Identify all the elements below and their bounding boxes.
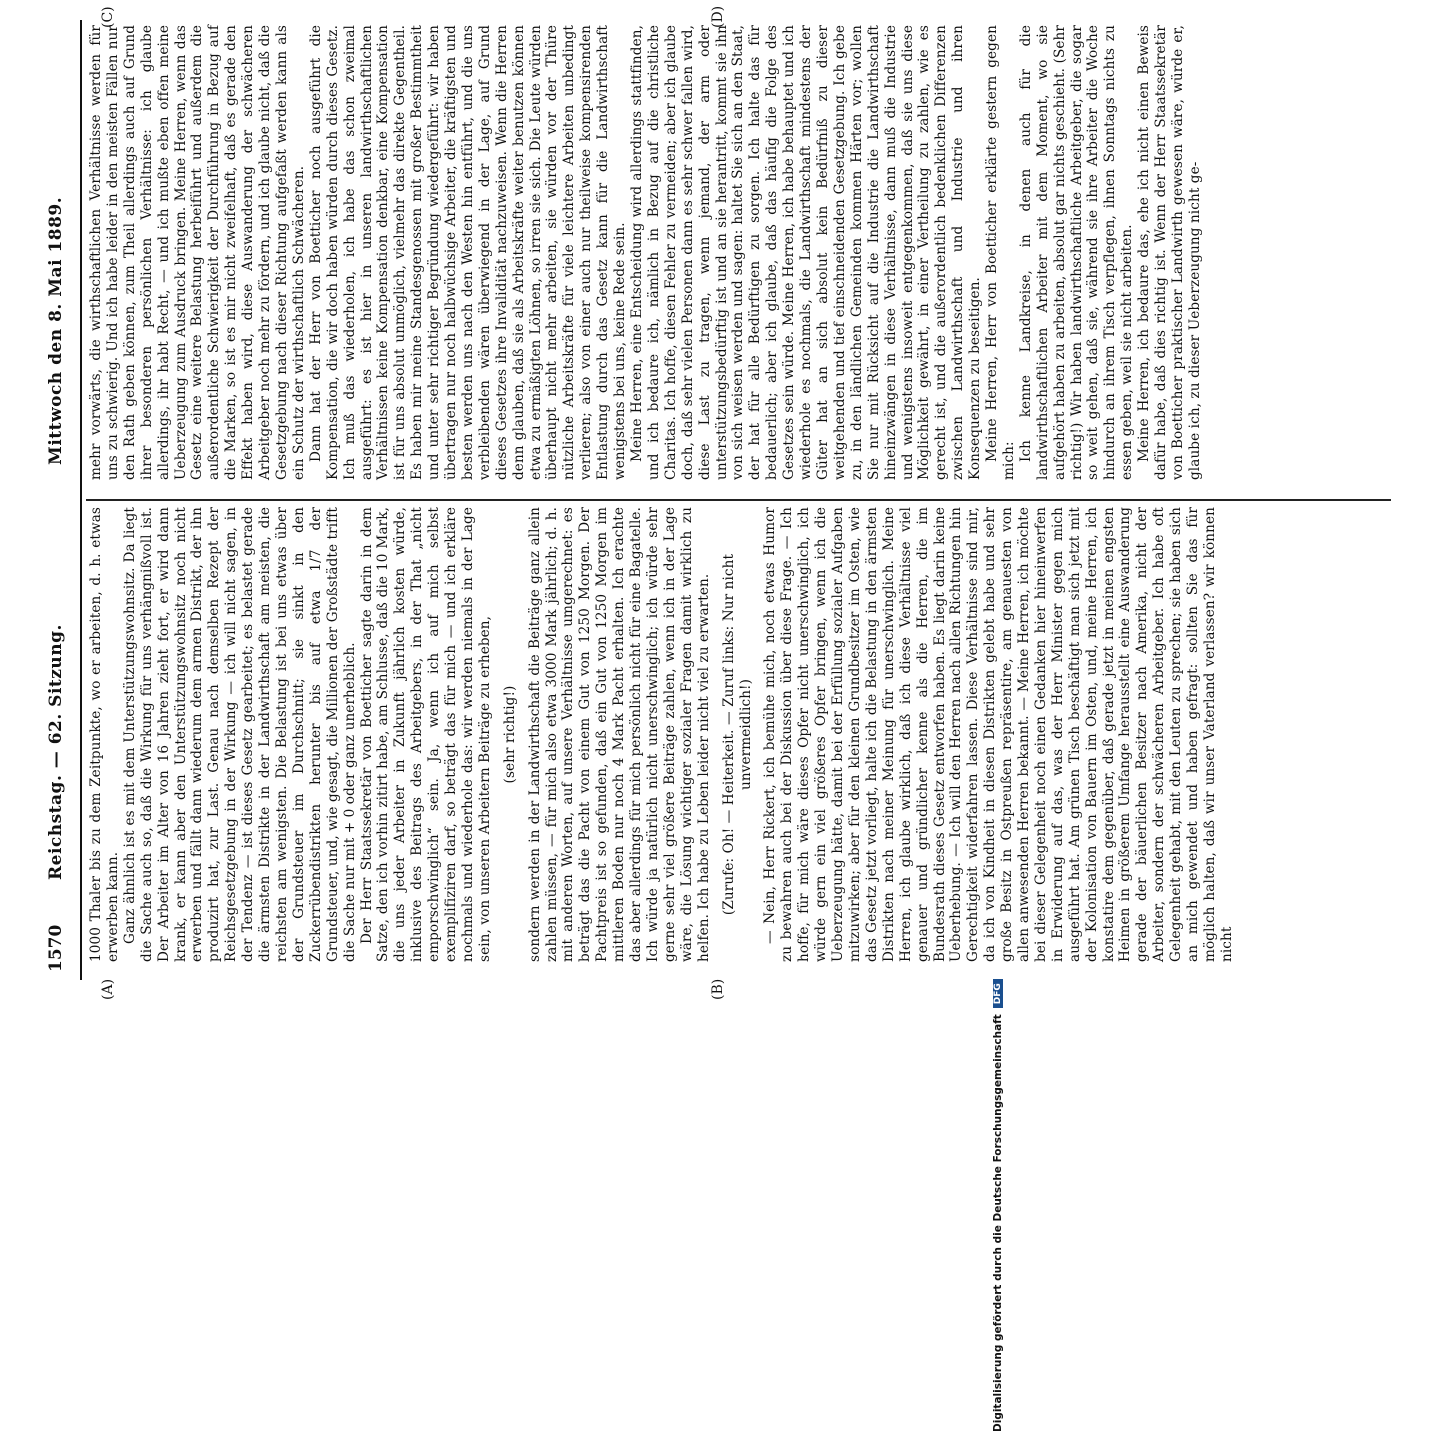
margin-marker-a: (A) [100,978,116,1000]
paragraph: 1000 Thaler bis zu dem Zeitpunkte, wo er arbeiten, d. h. etwas erwerben kann. [88,507,121,962]
paragraph: Meine Herren, Herr von Boetticher erklärte gestern gegen mich: [984,25,1017,480]
left-column [88,507,1236,962]
paragraph: mehr vorwärts, die wirthschaftlichen Verhältnisse werden für uns zu schwierig. Und ich habe leider in den meisten Fällen nur den Rath geben können, zum Theil allerdings auch auf Grund ihrer besonderen persönlichen Verhältnisse: ich glaube allerdings, ihr habt Recht, — und ich mußte eben offen meine Ueberzeugung zum Ausdruck bringen. Meine Herren, wenn das Gesetz eine weitere Belastung herbeiführt und außerdem die außerordentliche Schwierigkeit der Durchführung in Bezug auf die Marken, so ist es mir nicht zweifelhaft, daß es gerade den Effekt haben wird, diese Auswanderung der schwächeren Arbeitgeber noch mehr zu fördern, und ich glaube nicht, daß die Gesetzgebung nach dieser Richtung aufgefaßt werden kann als ein Schutz der wirthschaftlich Schwächeren. [88,25,307,480]
interjection: (sehr richtig!) [501,685,518,784]
paragraph: Der Herr Staatssekretär von Boetticher sagte darin in dem Satze, den ich vorhin zitirt habe, am Schlusse, daß die 10 Mark, die uns jeder Arbeiter in Zukunft jährlich kosten würde, inklusive des Beitrags des Arbeitgebers, in der That „nicht emporschwinglich“ sein. Ja, wenn ich auf mich selbst exemplifiziren darf, so beträgt das für mich — und ich erkläre nochmals und wiederhole das: wir werden niemals in der Lage sein, von unseren Arbeitern Beiträge zu erheben, [358,507,493,962]
right-column [88,25,1204,480]
interjection: (Zurufe: Oh! — Heiterkeit. — Zuruf links: Nur nicht unvermeidlich!) [720,553,754,916]
header-rule [80,20,82,980]
paragraph: Meine Herren, eine Entscheidung wird allerdings stattfinden, und ich bedaure ich, nämlich in Bezug auf die christliche Charitas. Ich hoffe, diesen Fehler zu vermeiden; aber ich glaube doch, daß sehr vielen Personen dann es sehr schwer fallen wird, diese Last zu tragen, wenn jemand, der arm oder unterstützungsbedürftig ist und an sie herantritt, kommt sie ihn von sich weisen werden und sagen: haltet Sie sich an den Staat, der hat für alle Bedürftigen zu sorgen. Ich halte das für bedauerlich; aber ich glaube, daß das häufig die Folge des Gesetzes sein würde. Meine Herren, ich habe behauptet und ich wiederhole es nochmals, die Landwirthschaft mindestens der Güter hat an sich absolut kein Bedürfniß zu dieser weitgehenden und tief einschneidenden Gesetzgebung. Ich gebe zu, in den ländlichen Gemeinden kommen Härten vor; wollen Sie nur mit Rücksicht auf die Industrie die Landwirthschaft hineinzwängen in diese Verhältnisse, dann muß die Industrie und wenigstens insoweit entgegenkommen, daß sie uns diese Möglichkeit gewährt, in einer Vertheilung zu zahlen, wie es gerecht ist, und die außerordentlich bedenklichen Differenzen zwischen Landwirthschaft und Industrie und ihren Konsequenzen zu beseitigen. [629,25,984,480]
paragraph: — Nein, Herr Rickert, ich bemühe mich, noch etwas Humor zu bewahren auch bei der Diskussion über diese Frage. — Ich hoffe, für mich wäre dieses Opfer nicht unerschwinglich, ich würde gern ein viel größeres Opfer bringen, wenn ich die Ueberzeugung hätte, damit bei der Erfüllung sozialer Aufgaben mitzuwirken; aber für den kleinen Grundbesitzer im Osten, wie das Gesetz jetzt vorliegt, halte ich die Belastung in den ärmsten Distrikten nach meiner Meinung für unerschwinglich. Meine Herren, ich glaube wirklich, daß ich diese Verhältnisse viel genauer und gründlicher kenne als die Herren, die im Bundesrath dieses Gesetz entworfen haben. Es liegt darin keine Ueberhebung. — Ich will den Herren nach allen Richtungen hin Gerechtigkeit widerfahren lassen. Diese Verhältnisse sind mir, da ich von Kindheit in diesen Distrikten gelebt habe und sehr große Besitz in Ostpreußen repräsentire, am genauesten von allen anwesenden Herren bekannt. — Meine Herren, ich möchte bei dieser Gelegenheit noch einen Gedanken hier hineinwerfen in Erwiderung auf das, was der Herr Minister gegen mich ausgeführt hat. Am grünen Tisch beschäftigt man sich jetzt mit der Kolonisation von Bauern im Osten, und, meine Herren, ich konstatire dem gegenüber, daß gerade jetzt in meinen engsten Heimen in größerem Umfange herausstellt eine Auswanderung gerade der bäuerlichen Besitzer nach Amerika, nicht der Arbeiter, sondern der schwächeren Arbeitgeber. Ich habe oft Gelegenheit gehabt, mit den Leuten zu sprechen; sie haben sich an mich gewendet und haben gefragt: sollten Sie das für möglich halten, daß wir unser Vaterland verlassen? wir können nicht [762,507,1235,962]
credit-text: Digitalisierung gefördert durch die Deutsche Forschungsgemeinschaft [992,1014,1004,1432]
page-header [42,20,82,980]
margin-marker-b: (B) [710,978,726,1000]
paragraph: Ganz ähnlich ist es mit dem Unterstützungswohnsitz. Da liegt die Sache auch so, daß die Wirkung für uns verhängnißvoll ist. Der Arbeiter im Alter von 16 Jahren zieht fort, er wird dann krank, er kann aber den Unterstützungswohnsitz noch nicht erwerben und fällt dann wiederum dem armen Distrikt, der ihn produzirt hat, zur Last. Genau nach demselben Rezept der Reichsgesetzgebung in der Wirkung — ich will nicht sagen, in der Tendenz — ist dieses Gesetz gearbeitet; es belastet gerade die ärmsten Distrikte in der Landwirthschaft am meisten, die reichsten am wenigsten. Die Belastung ist bei uns etwas über der Grundsteuer im Durchschnitt; sie sinkt in den Zuckerrübendistrikten herunter bis auf etwa 1/7 der Grundsteuer, und, wie gesagt, die Millionen der Großstädte trifft die Sache nur mit + 0 oder ganz unerheblich. [121,507,358,962]
dfg-logo: DFG [993,979,1003,1008]
digitization-credit [988,0,1008,1432]
margin-marker-c: (C) [100,6,116,28]
margin-marker-d: (D) [710,5,726,28]
paragraph: Meine Herren, ich bedaure das, ehe ich nicht einen Beweis dafür habe, daß dies richtig ist. Wenn der Herr Staatssekretär von Boetticher praktischer Landwirth gewesen wäre, würde er, glaube ich, zu dieser Ueberzeugung nicht ge- [1136,25,1203,480]
column-divider [86,499,1391,501]
page-number: 1570 [46,924,66,972]
paragraph: sondern werden in der Landwirthschaft die Beiträge ganz allein zahlen müssen, — für mich also etwa 3000 Mark jährlich; d. h. mit anderen Worten, auf unsere Verhältnisse umgerechnet: es beträgt das die Pacht von einem Gut von 1250 Morgen. Der Pachtpreis ist so gefunden, daß ein Gut von 1250 Morgen im mittleren Boden nur noch 4 Mark Pacht erhalten. Ich erachte das aber allerdings für mich persönlich nicht für eine Bagatelle. Ich würde ja natürlich nicht unerschwinglich; ich würde sehr gerne sehr viel größere Beiträge zahlen, wenn ich in der Lage wäre, die Lösung wichtiger sozialer Fragen damit wirklich zu helfen. Ich habe zu Leben leider nicht viel zu erwarten. [526,507,712,962]
paragraph: Dann hat der Herr von Boetticher noch ausgeführt die Kompensation, die wir doch haben würden durch dieses Gesetz. Ich muß das wiederholen, ich habe das schon zweimal ausgeführt: es ist hier in unseren landwirthschaftlichen Verhältnissen keine Kompensation denkbar, eine Kompensation ist für uns absolut unmöglich, vielmehr das direkte Gegentheil. Es haben mir meine Standesgenossen mit großer Bestimmtheit und unter sehr richtiger Begründung wiedergeführt: wir haben übertragen nur noch halbwüchsige Arbeiter, die kräftigsten und besten werden uns nach den Westen hin entführt, und die uns verbleibenden wären überwiegend in der Lage, auf Grund dieses Gesetzes ihre Invalidität nachzuweisen. Wenn die Herren denn glauben, daß sie als Arbeitskräfte weiter benutzen können etwa zu ermäßigten Löhnen, so irren sie sich. Die Leute würden überhaupt nicht mehr arbeiten, sie würden vor der Thüre nützliche Arbeitskräfte für viele leichtere Arbeiten unbedingt verlieren; also von einer auch nur theilweise kompensirenden Entlastung durch das Gesetz kann für die Landwirthschaft wenigstens bei uns, keine Rede sein. [307,25,629,480]
left-running-title: Reichstag. — 62. Sitzung. [46,624,66,880]
quoted-paragraph: Ich kenne Landkreise, in denen auch für die landwirthschaftlichen Arbeiter mit dem Moment, wo sie aufgehört haben zu arbeiten, absolut gar nichts geschieht. (Sehr richtig!) Wir haben landwirthschaftliche Arbeitgeber, die sogar so weit gehen, daß sie, während sie ihre Arbeiter die Woche hindurch an ihrem Tisch verpflegen, ihnen Sonntags nichts zu essen geben, weil sie nicht arbeiten. [1017,25,1136,480]
right-running-title: Mittwoch den 8. Mai 1889. [46,196,66,465]
